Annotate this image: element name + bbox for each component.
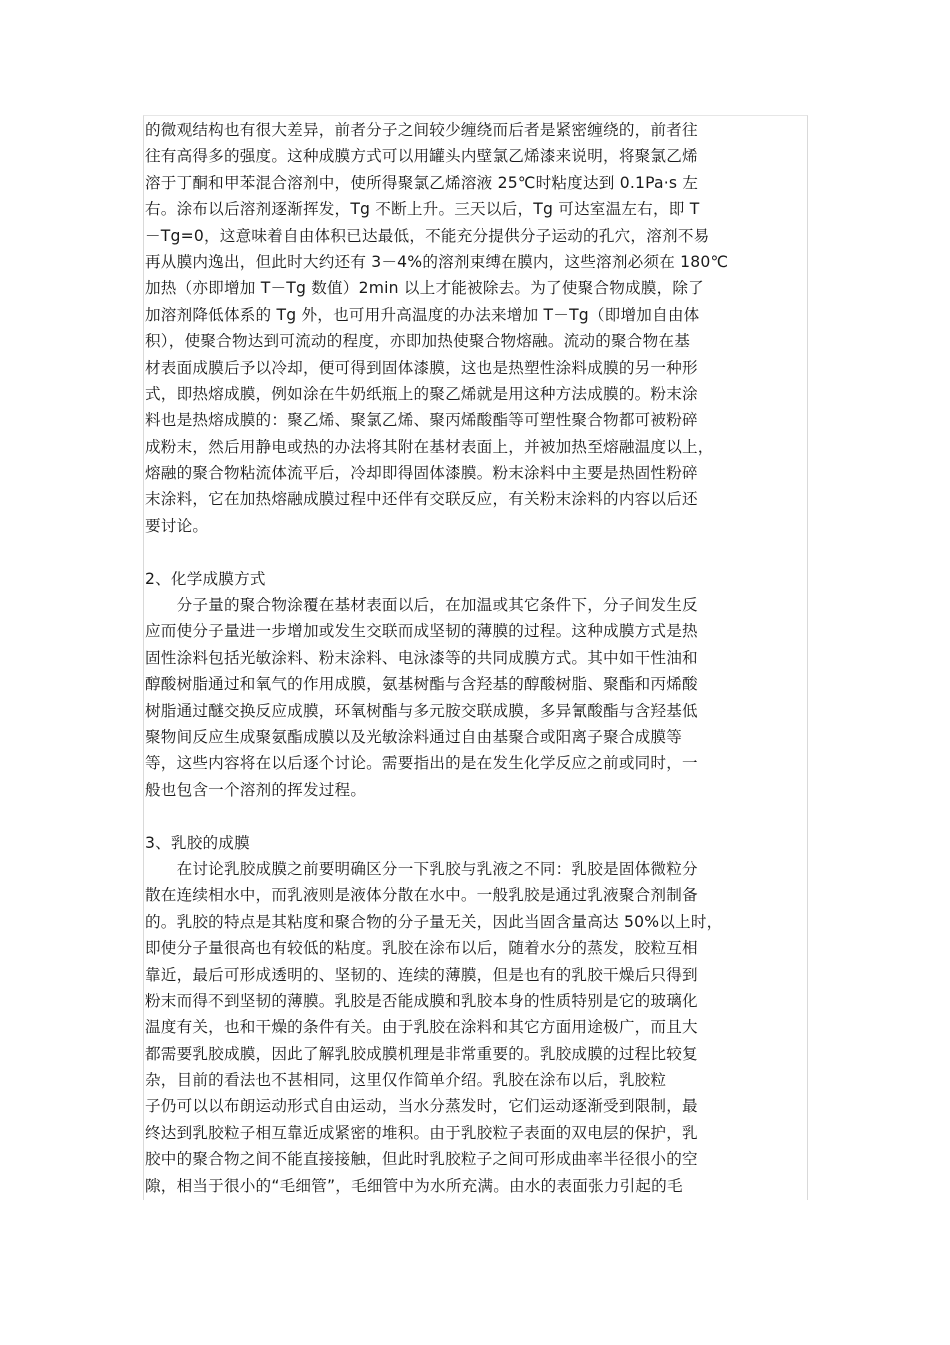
- text-line: 固性涂料包括光敏涂料、粉末涂料、电泳漆等的共同成膜方式。其中如干性油和: [145, 648, 698, 667]
- paragraph-spacer: [145, 539, 807, 565]
- text-line: 胶中的聚合物之间不能直接接触，但此时乳胶粒子之间可形成曲率半径很小的空: [145, 1150, 698, 1169]
- text-line: 末涂料，它在加热熔融成膜过程中还伴有交联反应，有关粉末涂料的内容以后还: [145, 490, 698, 509]
- text-line: 散在连续相水中，而乳液则是液体分散在水中。一般乳胶是通过乳液聚合剂制备: [145, 886, 698, 905]
- text-line: 树脂通过醚交换反应成膜，环氧树酯与多元胺交联成膜，多异氰酸酯与含羟基低: [145, 701, 698, 720]
- text-line: 料也是热熔成膜的：聚乙烯、聚氯乙烯、聚丙烯酸酯等可塑性聚合物都可被粉碎: [145, 411, 698, 430]
- text-line: －Tg=0，这意味着自由体积已达最低，不能充分提供分子运动的孔穴，溶剂不易: [145, 226, 710, 245]
- text-line: 即使分子量很高也有较低的粘度。乳胶在涂布以后，随着水分的蒸发，胶粒互相: [145, 939, 698, 958]
- text-line: 都需要乳胶成膜，因此了解乳胶成膜机理是非常重要的。乳胶成膜的过程比较复: [145, 1044, 698, 1063]
- document-content: [145, 117, 807, 1199]
- text-line: 成粉末，然后用静电或热的办法将其附在基材表面上，并被加热至熔融温度以上，: [145, 437, 714, 456]
- section-3-body: [145, 856, 807, 1199]
- text-line: 要讨论。: [145, 516, 209, 535]
- section-2-body: [145, 592, 807, 803]
- section-heading-chemical-film: 2、化学成膜方式: [145, 569, 266, 588]
- text-line: 在讨论乳胶成膜之前要明确区分一下乳胶与乳液之不同：乳胶是固体微粒分: [145, 859, 698, 878]
- text-line: 的微观结构也有很大差异，前者分子之间较少缠绕而后者是紧密缠绕的，前者往: [145, 121, 698, 139]
- text-line: 等，这些内容将在以后逐个讨论。需要指出的是在发生化学反应之前或同时，一: [145, 754, 698, 773]
- text-line: 般也包含一个溶剂的挥发过程。: [145, 780, 367, 799]
- text-line: 聚物间反应生成聚氨酯成膜以及光敏涂料通过自由基聚合或阳离子聚合成膜等: [145, 727, 682, 746]
- text-line: 式，即热熔成膜，例如涂在牛奶纸瓶上的聚乙烯就是用这种方法成膜的。粉末涂: [145, 384, 698, 403]
- text-line: 温度有关，也和干燥的条件有关。由于乳胶在涂料和其它方面用途极广，而且大: [145, 1018, 698, 1037]
- text-line: 右。涂布以后溶剂逐渐挥发，Tg 不断上升。三天以后，Tg 可达室温左右，即 T: [145, 200, 700, 219]
- text-line: 应而使分子量进一步增加或发生交联而成坚韧的薄膜的过程。这种成膜方式是热: [145, 622, 698, 641]
- text-line: 靠近，最后可形成透明的、坚韧的、连续的薄膜，但是也有的乳胶干燥后只得到: [145, 965, 698, 984]
- text-line: 杂，目前的看法也不甚相同，这里仅作简单介绍。乳胶在涂布以后，乳胶粒: [145, 1071, 667, 1090]
- paragraph-spacer: [145, 803, 807, 829]
- text-line: 材表面成膜后予以冷却，便可得到固体漆膜，这也是热塑性涂料成膜的另一种形: [145, 358, 698, 377]
- paragraph-1: [145, 117, 807, 539]
- text-line: 加热（亦即增加 T－Tg 数值）2min 以上才能被除去。为了使聚合物成膜，除了: [145, 279, 704, 298]
- text-line: 的。乳胶的特点是其粘度和聚合物的分子量无关，因此当固含量高达 50%以上时，: [145, 912, 723, 931]
- text-line: 分子量的聚合物涂覆在基材表面以后，在加温或其它条件下，分子间发生反: [145, 596, 698, 615]
- text-line: 粉末而得不到坚韧的薄膜。乳胶是否能成膜和乳胶本身的性质特别是它的玻璃化: [145, 991, 698, 1010]
- text-line: 终达到乳胶粒子相互靠近成紧密的堆积。由于乳胶粒子表面的双电层的保护，乳: [145, 1123, 698, 1142]
- text-line: 加溶剂降低体系的 Tg 外，也可用升高温度的办法来增加 T－Tg（即增加自由体: [145, 305, 700, 324]
- section-heading-latex-film: 3、乳胶的成膜: [145, 833, 250, 852]
- text-line: 再从膜内逸出，但此时大约还有 3－4%的溶剂束缚在膜内，这些溶剂必须在 180℃: [145, 252, 729, 271]
- text-line: 熔融的聚合物粘流体流平后，冷却即得固体漆膜。粉末涂料中主要是热固性粉碎: [145, 464, 698, 483]
- text-line: 子仍可以以布朗运动形式自由运动，当水分蒸发时，它们运动逐渐受到限制，最: [145, 1097, 698, 1116]
- text-line: 溶于丁酮和甲苯混合溶剂中，使所得聚氯乙烯溶液 25℃时粘度达到 0.1Pa·s 左: [145, 173, 699, 192]
- text-line: 醇酸树脂通过和氧气的作用成膜，氨基树酯与含羟基的醇酸树脂、聚酯和丙烯酸: [145, 675, 698, 694]
- text-line: 隙，相当于很小的“毛细管”，毛细管中为水所充满。由水的表面张力引起的毛: [145, 1176, 683, 1195]
- text-line: 往有高得多的强度。这种成膜方式可以用罐头内壁氯乙烯漆来说明，将聚氯乙烯: [145, 147, 698, 166]
- text-line: 积），使聚合物达到可流动的程度，亦即加热使聚合物熔融。流动的聚合物在基: [145, 332, 690, 351]
